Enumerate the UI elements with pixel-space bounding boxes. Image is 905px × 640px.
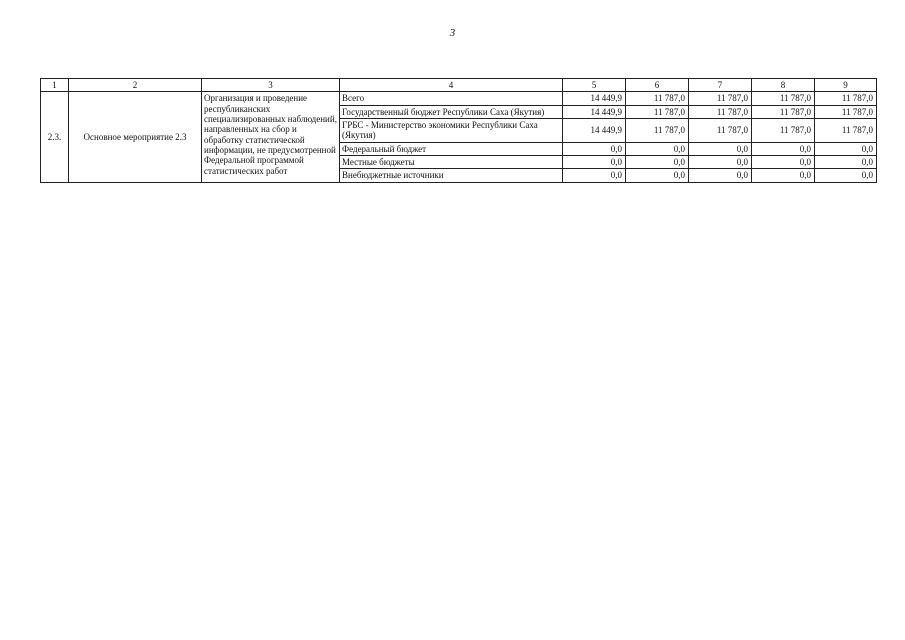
value-cell: 0,0 [752,169,815,182]
value-cell: 0,0 [563,169,626,182]
value-cell: 0,0 [815,142,877,155]
funding-source: Внебюджетные источники [340,169,563,182]
value-cell: 11 787,0 [689,92,752,105]
budget-table [40,78,877,183]
col-header: 8 [752,79,815,92]
funding-source: ГРБС - Министерство экономики Республики Саха (Якутия) [340,119,563,143]
value-cell: 11 787,0 [626,119,689,143]
value-cell: 0,0 [815,156,877,169]
value-cell: 14 449,9 [563,105,626,118]
col-header: 6 [626,79,689,92]
value-cell: 0,0 [689,156,752,169]
funding-source: Федеральный бюджет [340,142,563,155]
value-cell: 14 449,9 [563,119,626,143]
col-header: 9 [815,79,877,92]
value-cell: 11 787,0 [689,119,752,143]
value-cell: 11 787,0 [626,105,689,118]
col-header: 3 [202,79,340,92]
value-cell: 0,0 [689,169,752,182]
funding-source: Всего [340,92,563,105]
value-cell: 0,0 [563,156,626,169]
col-header: 5 [563,79,626,92]
value-cell: 11 787,0 [752,105,815,118]
col-header: 7 [689,79,752,92]
value-cell: 11 787,0 [815,105,877,118]
value-cell: 0,0 [626,156,689,169]
item-code: 2.3. [41,92,69,182]
value-cell: 11 787,0 [752,92,815,105]
value-cell: 11 787,0 [752,119,815,143]
item-name: Основное мероприятие 2.3 [69,92,202,182]
col-header: 2 [69,79,202,92]
value-cell: 11 787,0 [626,92,689,105]
value-cell: 0,0 [626,142,689,155]
value-cell: 0,0 [626,169,689,182]
item-description: Организация и проведение республиканских специализированных наблюдений, направленных на сбор и обработку статистической информации, не предусмотренной Федеральной программой статистических работ [202,92,340,182]
value-cell: 0,0 [563,142,626,155]
page-number: 3 [449,27,456,39]
value-cell: 0,0 [815,169,877,182]
table-row [41,92,877,105]
value-cell: 11 787,0 [815,92,877,105]
header-row [41,79,877,92]
value-cell: 0,0 [752,142,815,155]
value-cell: 11 787,0 [689,105,752,118]
value-cell: 0,0 [689,142,752,155]
value-cell: 14 449,9 [563,92,626,105]
funding-source: Местные бюджеты [340,156,563,169]
funding-source: Государственный бюджет Республики Саха (Якутия) [340,105,563,118]
col-header: 4 [340,79,563,92]
value-cell: 11 787,0 [815,119,877,143]
value-cell: 0,0 [752,156,815,169]
col-header: 1 [41,79,69,92]
